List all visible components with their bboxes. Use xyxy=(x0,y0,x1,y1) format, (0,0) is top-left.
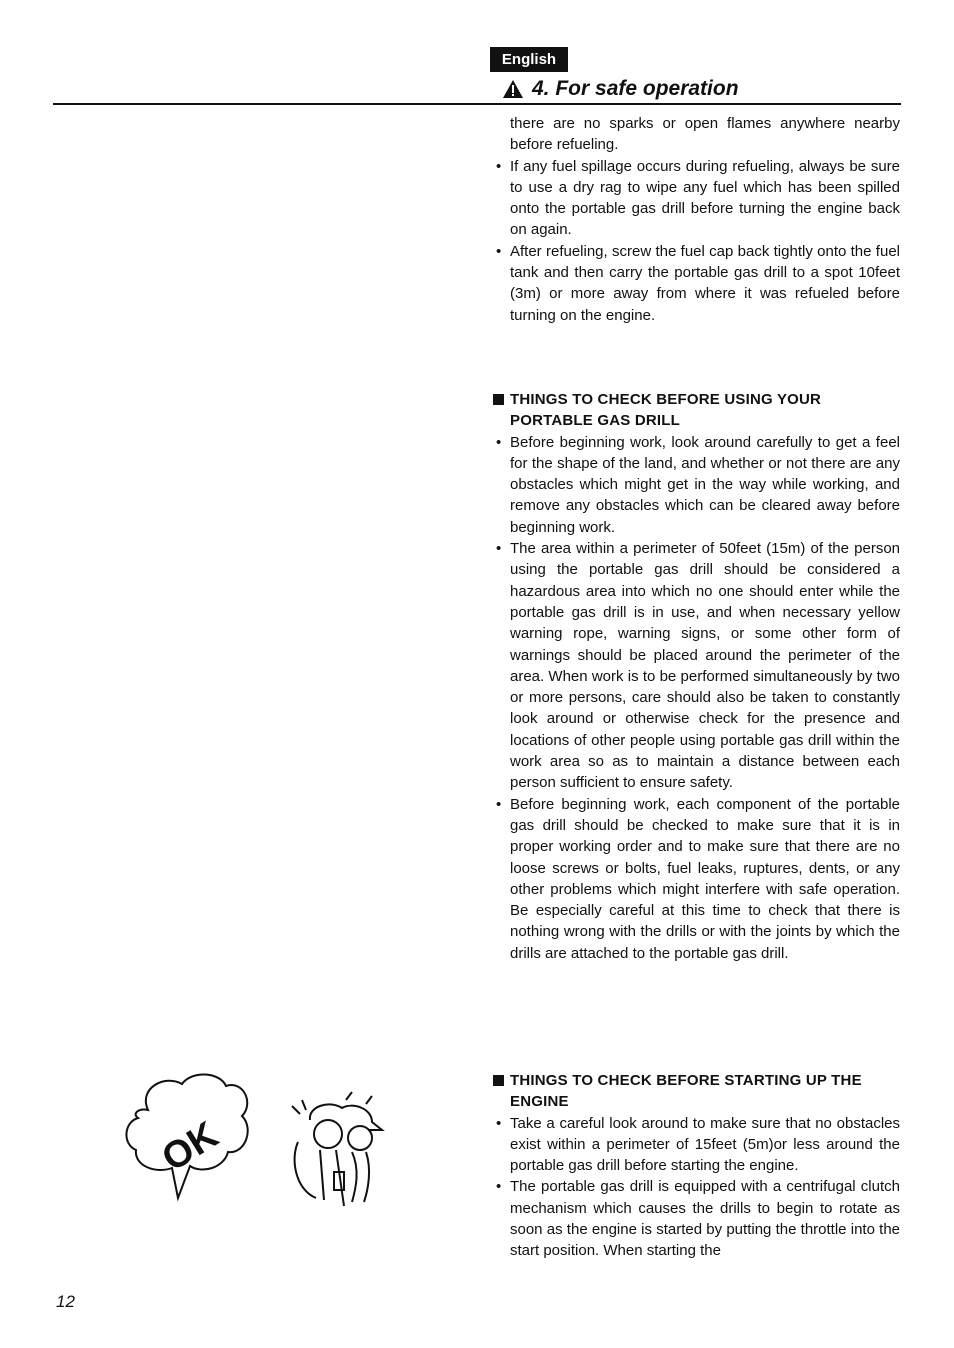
square-bullet-icon xyxy=(493,1070,510,1113)
header-rule xyxy=(53,103,901,105)
section-heading xyxy=(493,1070,900,1113)
square-bullet-icon xyxy=(493,389,510,432)
bullet-dot: • xyxy=(496,540,502,558)
section-heading-text: THINGS TO CHECK BEFORE STARTING UP THE ENGINE xyxy=(510,1072,862,1111)
top-block xyxy=(493,113,900,326)
list-item xyxy=(493,538,900,794)
section-heading xyxy=(493,389,900,432)
bullet-text: Before beginning work, look around carefully to get a feel for the shape of the land, and whether or not there are any obstacles which might get in the way while working, and remove any obstacles which can be cleared away before beginning work. xyxy=(510,433,900,536)
bullet-dot: • xyxy=(496,795,502,813)
workers-icon xyxy=(292,1092,382,1206)
section-title xyxy=(502,74,739,104)
list-item xyxy=(493,432,900,538)
bullet-text: Before beginning work, each component of the portable gas drill should be checked to make sure that it is in proper working order and to make sure that there are no loose screws or bolts, fuel leaks, ruptures, dents, or any other problems which might interfere with safe operation. Be especially careful at this time to check that there is nothing wrong with the drills or with the joints by which the drills are attached to the portable gas drill. xyxy=(510,795,900,962)
bullet-text: If any fuel spillage occurs during refueling, always be sure to use a dry rag to wipe any fuel which has been spilled onto the portable gas drill before turning the engine back on again. xyxy=(510,157,900,239)
list-item xyxy=(493,1176,900,1261)
bullet-dot: • xyxy=(496,1114,502,1132)
continuation-text: there are no sparks or open flames anywhere nearby before refueling. xyxy=(510,115,900,154)
bullet-dot: • xyxy=(496,157,502,175)
bullet-dot: • xyxy=(496,433,502,451)
language-tab: English xyxy=(490,47,568,72)
list-item xyxy=(493,794,900,964)
bullet-text: Take a careful look around to make sure that no obstacles exist within a perimeter of 15feet (5m)or less around the portable gas drill before starting the engine. xyxy=(510,1114,900,1175)
section-check-before-starting xyxy=(493,1070,900,1262)
warning-triangle-icon xyxy=(502,79,524,99)
list-item xyxy=(493,156,900,241)
section-check-before-using xyxy=(493,389,900,964)
section-title-text: 4. For safe operation xyxy=(532,77,739,100)
bullet-text: The area within a perimeter of 50feet (15m) of the person using the portable gas drill should be considered a hazardous area into which no one should enter while the portable gas drill is in use, and when necessary yellow warning rope, warning signs, or some other form of warnings should be placed around the perimeter of the area. When work is to be performed simultaneously by two or more persons, care should also be taken to constantly look around or otherwise check for the presence and locations of other people using portable gas drill within the work area so as to maintain a distance between each person sufficient to ensure safety. xyxy=(510,540,900,792)
bullet-text: After refueling, screw the fuel cap back tightly onto the fuel tank and then carry the portable gas drill to a spot 10feet (3m) or more away from where it was refueled before turning on the engine. xyxy=(510,242,900,324)
bullet-dot: • xyxy=(496,242,502,260)
page-number: 12 xyxy=(56,1292,75,1311)
section-heading-text: THINGS TO CHECK BEFORE USING YOUR PORTABLE GAS DRILL xyxy=(510,391,822,430)
bullet-text: The portable gas drill is equipped with a centrifugal clutch mechanism which causes the drills to begin to rotate as soon as the engine is started by putting the throttle into the start position. When starting the xyxy=(510,1178,900,1260)
list-item xyxy=(493,1113,900,1177)
ok-illustration xyxy=(120,1070,400,1215)
list-item xyxy=(493,241,900,326)
bullet-dot: • xyxy=(496,1178,502,1196)
ok-bubble-text: OK xyxy=(154,1114,226,1180)
